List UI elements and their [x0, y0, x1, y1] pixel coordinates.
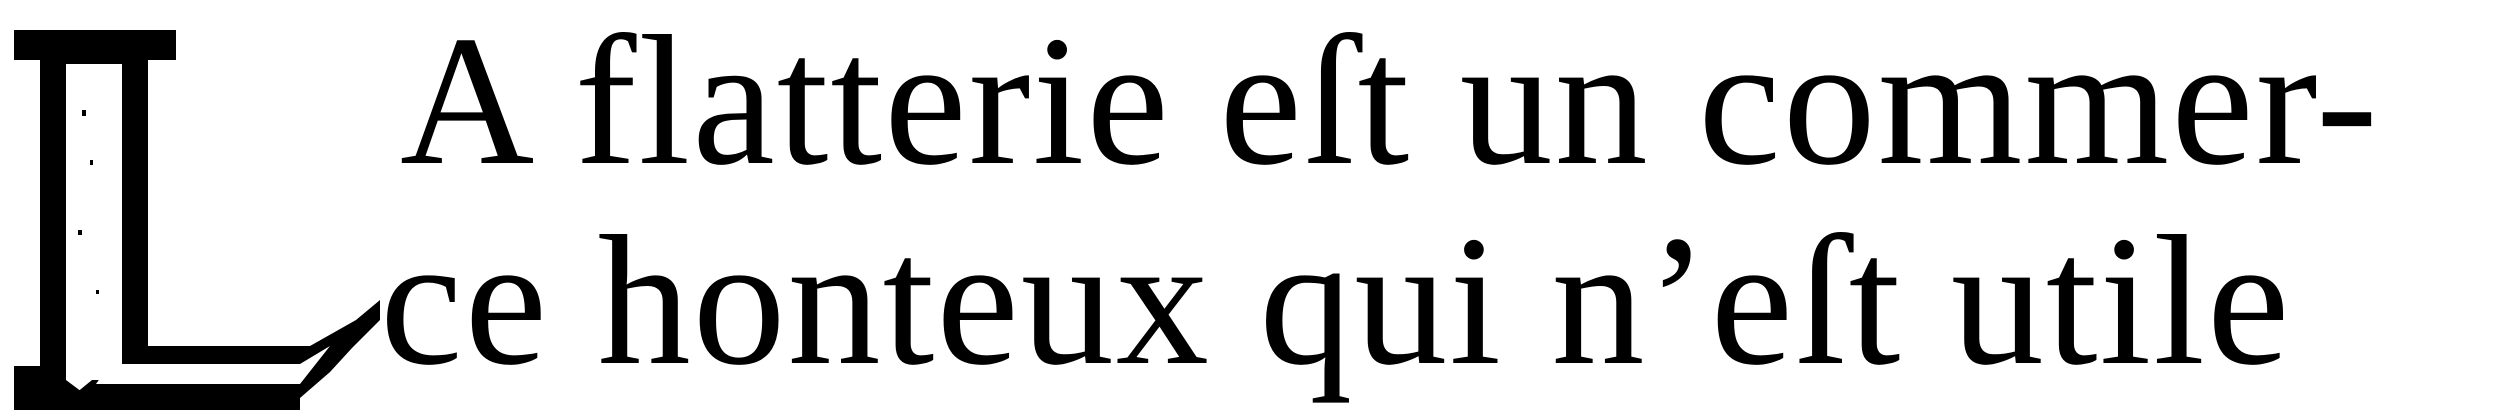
- drop-cap-ink: [14, 30, 380, 410]
- text-line-2: ce honteux qui n’eſt utile: [380, 198, 2292, 404]
- text-line-1: A flatterie eſt un commer-: [400, 0, 2380, 204]
- drop-cap-initial: [0, 0, 400, 420]
- drop-cap-hollow: [70, 70, 330, 384]
- drop-cap-l-glyph: [0, 0, 400, 420]
